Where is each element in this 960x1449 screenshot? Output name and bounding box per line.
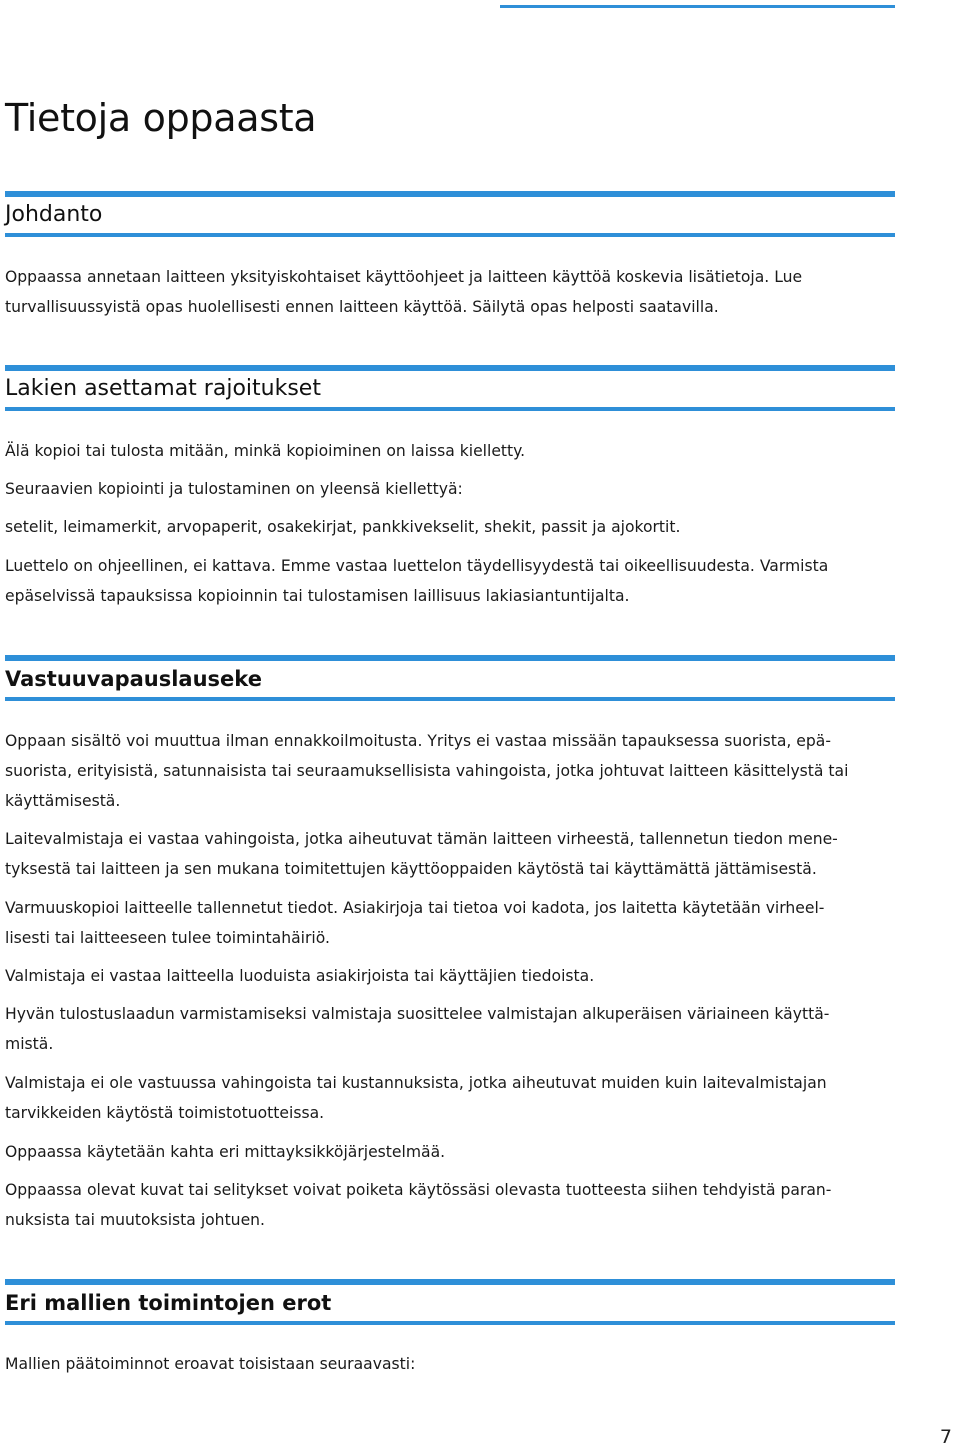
page-number: 7 [939,1426,952,1448]
section-heading-legal: Lakien asettamat rajoitukset [5,376,321,401]
text-line: Valmistaja ei vastaa laitteella luoduista asiakirjoista tai käyttäjien tiedoista. [5,967,595,985]
models-paragraph [5,1349,900,1379]
legal-paragraph [5,512,900,542]
section-rule-bottom [5,407,895,411]
text-line: suorista, erityisistä, satunnaisista tai seuraamuksellisista vahingoista, jotka johtuvat laitteen käsittelystä tai [5,762,849,780]
section-heading-models: Eri mallien toimintojen erot [5,1291,332,1315]
text-line: Oppaassa annetaan laitteen yksityiskohtaiset käyttöohjeet ja laitteen käyttöä koskevia lisätietoja. Lue [5,268,803,286]
text-line: Mallien päätoiminnot eroavat toisistaan seuraavasti: [5,1355,416,1373]
disclaimer-paragraph [5,999,900,1059]
disclaimer-paragraph [5,824,900,884]
section-legal-header [5,365,895,411]
disclaimer-paragraph [5,1068,900,1128]
text-line: lisesti tai laitteeseen tulee toimintahäiriö. [5,929,330,947]
text-line: Valmistaja ei ole vastuussa vahingoista tai kustannuksista, jotka aiheutuvat muiden kuin laitevalmistajan [5,1074,827,1092]
text-line: Oppaassa käytetään kahta eri mittayksikköjärjestelmää. [5,1143,446,1161]
text-line: tarvikkeiden käytöstä toimistotuotteissa. [5,1104,325,1122]
text-line: turvallisuussyistä opas huolellisesti ennen laitteen käyttöä. Säilytä opas helposti saatavilla. [5,298,719,316]
legal-paragraph [5,474,900,504]
text-line: käyttämisestä. [5,792,121,810]
section-models-header [5,1279,895,1325]
disclaimer-paragraph [5,893,900,953]
disclaimer-paragraph [5,1137,900,1167]
text-line: Laitevalmistaja ei vastaa vahingoista, jotka aiheutuvat tämän laitteen virheestä, tallennetun tiedon mene- [5,830,838,848]
disclaimer-paragraph [5,1175,900,1235]
page-title: Tietoja oppaasta [5,96,317,140]
section-intro-header [5,191,895,237]
text-line: epäselvissä tapauksissa kopioinnin tai tulostamisen laillisuus lakiasiantuntijalta. [5,587,630,605]
text-line: mistä. [5,1035,54,1053]
text-line: Luettelo on ohjeellinen, ei kattava. Emme vastaa luettelon täydellisyydestä tai oikeellisuudesta. Varmista [5,557,829,575]
text-line: Varmuuskopioi laitteelle tallennetut tiedot. Asiakirjoja tai tietoa voi kadota, jos laitetta käytetään virheel- [5,899,825,917]
text-line: Älä kopioi tai tulosta mitään, minkä kopioiminen on laissa kielletty. [5,442,526,460]
intro-paragraph [5,262,900,322]
section-rule-bottom [5,233,895,237]
text-line: nuksista tai muutoksista johtuen. [5,1211,265,1229]
section-disclaimer-header [5,655,895,701]
section-rule-bottom [5,1321,895,1325]
disclaimer-paragraph [5,726,900,816]
text-line: setelit, leimamerkit, arvopaperit, osakekirjat, pankkivekselit, shekit, passit ja ajokortit. [5,518,681,536]
top-decorative-rule [500,5,895,8]
disclaimer-paragraph [5,961,900,991]
section-heading-disclaimer: Vastuuvapauslauseke [5,667,262,691]
section-rule-bottom [5,697,895,701]
text-line: tyksestä tai laitteen ja sen mukana toimitettujen käyttöoppaiden käytöstä tai käyttämättä jättämisestä. [5,860,817,878]
text-line: Oppaan sisältö voi muuttua ilman ennakkoilmoitusta. Yritys ei vastaa missään tapauksessa suorista, epä- [5,732,831,750]
text-line: Oppaassa olevat kuvat tai selitykset voivat poiketa käytössäsi olevasta tuotteesta siihen tehdyistä paran- [5,1181,832,1199]
section-heading-intro: Johdanto [5,202,103,227]
text-line: Seuraavien kopiointi ja tulostaminen on yleensä kiellettyä: [5,480,463,498]
legal-paragraph [5,436,900,466]
text-line: Hyvän tulostuslaadun varmistamiseksi valmistaja suosittelee valmistajan alkuperäisen väriaineen käyttä- [5,1005,830,1023]
legal-paragraph [5,551,900,611]
